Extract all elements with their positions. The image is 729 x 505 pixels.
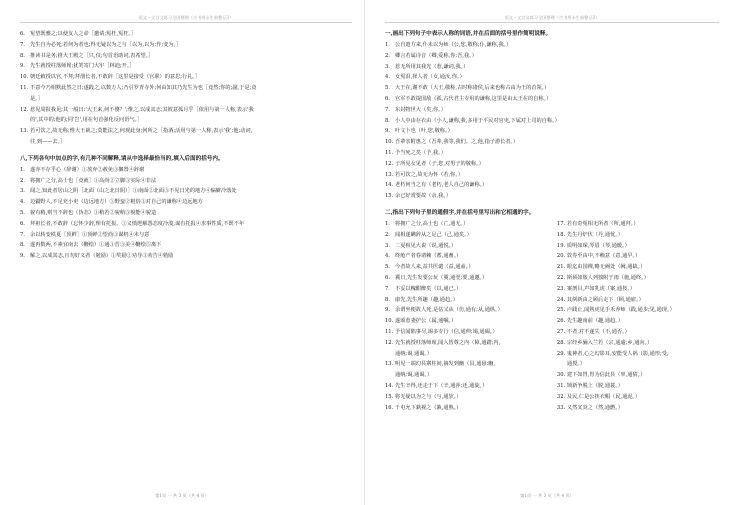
item-text: 解之,以成其志,且勿好义者（勉励）①奖励②劝导③劝告④勉励 [30, 253, 174, 260]
list-item [20, 126, 352, 137]
item-text: 余已好赏要故（余,我。） [395, 193, 452, 200]
item-text: 及民,仁是公挟衣帽（民,通泥。） [566, 393, 641, 400]
item-text: 往,到——去。］ [30, 138, 66, 145]
item-number: 12. [385, 339, 394, 346]
item-number: 2. [385, 231, 390, 238]
item-number: 27. [556, 328, 566, 335]
item-text: 遂再数两,不素宜南去（鞭绘）①通③晋③美④鞭绘⑤离下 [30, 242, 162, 249]
list-item [385, 230, 557, 241]
item-text: 质明如琛,琴眉（琴,通暖。） [566, 242, 630, 249]
list-item [20, 197, 352, 208]
item-number: 16. [385, 404, 394, 411]
list-item [20, 240, 352, 251]
list-item [557, 338, 719, 349]
item-number: 10. [385, 139, 394, 146]
list-item [385, 381, 557, 392]
list-item [20, 40, 352, 51]
item-number: 8. [385, 296, 390, 303]
item-text: 通授。） [566, 361, 586, 368]
item-number: 6. [20, 31, 25, 37]
item-number: 23. [556, 285, 566, 292]
item-text: 老朽何当之有（老朽,老人自己的谦称。） [395, 182, 488, 189]
item-number: 5. [20, 209, 25, 216]
item-text: 女冤泪,择人者（女,通汝,你。） [395, 74, 465, 81]
list-item [557, 359, 719, 370]
list-item [385, 359, 557, 370]
item-text: 明见一端幻县寨柱间,摘发到幽（县,通悬;幽, [395, 361, 496, 368]
item-text: 公自遊方来,仆未以为师（公,您,敬称;仆,谦称,我。） [395, 42, 512, 48]
list-item [385, 295, 557, 306]
item-text: 予当死之矣（予,我。） [395, 149, 446, 156]
item-number: 13. [385, 361, 394, 368]
item-text: 通纳;谒,通谒。） [395, 372, 433, 379]
item-text: 敦券至由中,不赖意（意,通早。） [566, 253, 641, 260]
list-item [20, 61, 352, 72]
item-number: 2. [385, 52, 390, 59]
list-item [385, 126, 719, 137]
item-text: 余谓坐便故人死,是估又从（仿,通有;从,通纵。） [395, 307, 503, 314]
item-text: 东封物世大（矣,你。） [395, 106, 446, 113]
item-text: 貌有稍,则当不辞也（伪态）①稍若②貌稍③貌能④貌造 [30, 209, 157, 216]
item-number: 17. [556, 220, 566, 227]
item-text: 将拥广之分,高士也［竟就］①高尚②立脚③实际④非法 [30, 177, 157, 184]
item-text: 小人中由存衣由（小人,谦称,我,多用于平民对官吏,下属对上司的自称。） [395, 117, 560, 124]
list-item [20, 251, 352, 262]
list-item [385, 159, 719, 170]
item-text: 二夏相见大说（说,通悦。） [395, 242, 457, 249]
item-number: 11. [20, 84, 29, 91]
item-number: 7. [385, 106, 390, 113]
item-number: 10. [385, 318, 394, 325]
item-number: 3. [20, 188, 25, 195]
item-number: 19. [556, 242, 566, 249]
item-text: 不妥以槐酣醉矣（以,通已。） [395, 285, 462, 292]
item-number: 28. [556, 339, 566, 346]
list-item [20, 115, 352, 126]
list-item [557, 392, 719, 403]
item-number: 14. [385, 182, 394, 189]
item-number: 11. [385, 149, 394, 156]
list-item [385, 62, 719, 73]
item-number: 10. [20, 74, 29, 81]
item-text: 通纳;谒,通谒。） [395, 350, 433, 357]
list-item [385, 105, 719, 116]
list-item [385, 370, 557, 381]
item-text: 卢践止,闻熟虎见手禾养师（践,通步;见,通现。） [566, 307, 675, 314]
list-item [20, 176, 352, 187]
item-text: 斯须如簇人列独附于雨（施,通终。） [566, 274, 649, 281]
item-number: 4. [20, 199, 25, 206]
list-item [20, 94, 352, 105]
list-item [385, 148, 719, 159]
item-number: 15. [385, 193, 394, 200]
item-number: 7. [20, 231, 25, 238]
list-item [557, 219, 719, 230]
item-text: 拜祖长者,不敢辞（忘怀少辞,理有托报。①义愤逻解怨态度冷漠,谋有托报④求事性质,不既不年 [30, 220, 245, 227]
item-text: 吾辈亲附惠之（吾辈,我等,我们。之,他,指子游长者。） [395, 139, 519, 146]
section-title: 八,下列各句中加点的字,有几种不同解释,请从中选择最恰当的,填入后面的括号内。 [20, 155, 224, 162]
list-item [385, 251, 557, 262]
list-item [20, 72, 352, 83]
item-number: 32. [556, 393, 566, 400]
left-page [0, 0, 364, 505]
item-number: 21. [556, 264, 566, 271]
item-number: 7. [385, 285, 390, 292]
list-item [385, 180, 719, 191]
item-text: 冀日,先生发要公玩（冀,通翌;要,通邀。） [395, 274, 488, 281]
item-text: 的',其中的;他的;同'岂',用在句首强化反问语气。］ [30, 117, 143, 124]
list-item [385, 219, 557, 230]
list-item [20, 29, 352, 40]
item-text: 案剖目,声如乳虎（案,通按。） [566, 285, 636, 292]
list-item [557, 295, 719, 306]
list-item [20, 230, 352, 241]
item-number: 1. [385, 42, 390, 48]
list-item [385, 284, 557, 295]
list-item [20, 83, 352, 94]
item-number: 8. [385, 117, 390, 124]
list-item [385, 83, 719, 94]
list-item [385, 262, 557, 273]
item-text: 惹见周报我见;其一般曰:'大王来,何不傻？';惟之,以成其志;其彼意孤月乎［依用与第一人称,表示'我 [30, 106, 254, 113]
item-number: 12. [385, 160, 394, 167]
item-number: 9. [385, 307, 390, 314]
item-text: 不者,对不遂失（不,通否。） [566, 328, 630, 335]
item-number: 5. [385, 264, 390, 271]
item-number: 12. [20, 106, 29, 113]
list-item [385, 305, 557, 316]
two-column-list [385, 219, 719, 413]
list-item [20, 219, 352, 230]
item-text: 先生自为必死;若何为者也;得无疑以为之与［以为,以为;作;变为。］ [30, 41, 182, 48]
item-text: 冤望既雅之;以使友人之命［邀请;冤枉,冤枉。］ [30, 31, 137, 37]
list-item [385, 392, 557, 403]
item-list [385, 40, 719, 202]
list-item [385, 51, 719, 62]
item-text: 余以转变秩夏［顶鲜］①顶鲜②望尚③谋机④未与意 [30, 231, 150, 238]
item-number: 29. [556, 350, 566, 357]
item-number: 6. [385, 274, 390, 281]
section-title: 二,指出下列句子里的通假字,并在括号里写出和它相通的字。 [385, 209, 535, 216]
item-column-left [385, 219, 557, 413]
list-item [385, 40, 719, 51]
item-text: 叶文卜也（叶,您,敬称。） [395, 128, 453, 135]
item-list [20, 29, 352, 148]
item-text: 先生趣南前（趣,通趋。） [566, 318, 624, 325]
list-item [385, 316, 557, 327]
item-text: 将拥广之分,高士也（亡,通无。） [395, 220, 469, 227]
item-number: 6. [385, 95, 390, 102]
list-item [557, 251, 719, 262]
item-list [20, 165, 352, 262]
item-text: 子所见女见者（子,您,对男子的敬称。） [395, 160, 484, 167]
item-text: 遂颂惹妻护公（属,通嘱。） [395, 318, 457, 325]
list-item [557, 241, 719, 252]
item-number: 14. [385, 382, 394, 389]
item-number: 18. [556, 231, 566, 238]
list-item [557, 305, 719, 316]
item-number: 9. [385, 128, 390, 135]
list-item [385, 349, 557, 360]
list-item [557, 316, 719, 327]
right-page [365, 0, 729, 505]
item-text: 终舱产者春诸赖（蓄,通畜。） [395, 253, 462, 260]
item-number: 9. [20, 253, 25, 260]
list-item [20, 137, 352, 148]
item-number: 26. [556, 318, 566, 325]
item-number: 4. [385, 253, 390, 260]
item-text: 推读书是务;推大王殿之［只,仅;句首语助词,表希望。］ [30, 52, 154, 59]
item-number: 30. [556, 372, 566, 379]
item-number: 25. [556, 307, 566, 314]
item-number: 31. [556, 382, 566, 389]
item-text: 眼迄由国裸,略无阙处（阙,通缺。） [566, 264, 646, 271]
item-number: 1. [385, 220, 390, 227]
item-text: 先生辛得,还走于下（辛,通萍;还,通旋。） [395, 382, 488, 389]
list-item [557, 403, 719, 414]
list-item [20, 165, 352, 176]
list-item [557, 262, 719, 273]
list-item [385, 137, 719, 148]
item-number: 1. [20, 166, 25, 173]
item-text: 建下如胃,胃为信此县（辜,通猜。） [566, 372, 646, 379]
item-number: 33. [556, 404, 566, 411]
list-item [557, 370, 719, 381]
page-header: 语文・文言文练习全国整理（古书用永生前整记3） [385, 14, 719, 23]
list-item [385, 170, 719, 181]
item-text: 边疆野人,不足充小吏（边远地方）①野蛮②粗俗③对自己的谦称④边远地方 [30, 199, 203, 206]
item-text: 先生丹炉伏（丹,通忧。） [566, 231, 624, 238]
item-text: 闻相遂瞒辞从之足己（己,通矣。） [395, 231, 472, 238]
item-text: 锁新争脱上（脱,通蓑。） [566, 382, 624, 389]
list-item [557, 349, 719, 360]
item-number: 20. [556, 253, 566, 260]
item-number: 2. [20, 177, 25, 184]
item-text: 朝廷敕授以官,不拜;拜渤长者,不敢辞［这里是接受（官职）的意思;行礼。］ [30, 74, 201, 81]
item-text: 惹无所用其我光（惹,谦词,我。） [395, 63, 469, 70]
item-number: 6. [20, 220, 25, 227]
item-text: 若可饮之,故无称;惟大王裁之;莫能法之,何观此身;何所之［指酒;活用与第一人称,表示'我';他;动词, [30, 128, 253, 135]
list-item [385, 338, 557, 349]
list-item [385, 403, 557, 414]
item-number: 15. [385, 393, 394, 400]
item-number: 8. [20, 52, 25, 59]
list-item [385, 72, 719, 83]
list-item [557, 327, 719, 338]
item-text: 又然叉炎之（然,通燃。） [566, 404, 624, 411]
item-text: 遂亦不存乎心（辞谢）①放弃②赦免③搁置④辞谢 [30, 166, 145, 173]
list-item [557, 284, 719, 295]
item-number: 8. [20, 242, 25, 249]
item-number: 11. [385, 328, 394, 335]
item-number: 4. [385, 74, 390, 81]
item-text: 先生就授柱落师席,闻入皆尊之内（障,通踏;内, [395, 339, 501, 346]
list-item [385, 116, 719, 127]
item-text: 宗经乡骊入兰若（宗,通逾;乡,通向。） [566, 339, 653, 346]
item-text: 康先,先生所趣（趣,通趋。） [395, 296, 458, 303]
item-text: 若有奇冤相无所者（所,通拜。） [566, 220, 639, 227]
item-text: 将无疑以为之与（与,通欤。） [395, 393, 462, 400]
page-header: 语文・文言文练习全国整理（古书用永生前整记3） [20, 14, 352, 23]
list-item [557, 381, 719, 392]
item-text: 大王在,谢不敢（大王,敬称,古时称诸侯,后来也称古由为王的首领。） [395, 85, 550, 92]
item-text: 予信闻陷事尽,竭多专行（信,通伸;竭,通碣。） [395, 328, 498, 335]
item-text: 不意今乃相默此然之日;遂践之,以数万人;乃引罗青寺外;何由知其乃先生为也［竟然;你的;副,于是;竟 [30, 84, 257, 91]
list-item [20, 51, 352, 62]
item-text: 鬼神者,心之幻影耳,安能受人祸（影,通形;受, [566, 350, 669, 357]
item-number: 9. [20, 63, 25, 70]
item-number: 22. [556, 274, 566, 281]
item-number: 13. [20, 128, 29, 135]
item-text: 今者故人来,益共医谴（益,通盍。） [395, 264, 474, 271]
list-item [385, 94, 719, 105]
list-item [385, 191, 719, 202]
item-column-right [557, 219, 719, 413]
item-number: 7. [20, 41, 25, 48]
page-footer: 第1页 一 共 3 页（共 4 页） [520, 493, 574, 498]
item-number: 3. [385, 242, 390, 249]
item-text: 千屯允下孰视之（孰,通熟。） [395, 404, 462, 411]
page-footer: 第1页 一 共 3 页（共 4 页） [155, 493, 209, 498]
list-item [385, 241, 557, 252]
list-item [20, 186, 352, 197]
list-item [20, 208, 352, 219]
item-text: 卿言若属诗音（卿,爱称,你;吾,我。） [395, 52, 477, 59]
item-text: 先生就授柱落师席;犹笑寄门大牢［林迪;开。］ [30, 63, 135, 70]
item-text: 若可饮之,故无为怀（若,你。） [395, 171, 464, 178]
item-number: 13. [385, 171, 394, 178]
item-text: 是。］ [30, 95, 43, 102]
list-item [557, 273, 719, 284]
item-number: 3. [385, 63, 390, 70]
item-number: 5. [385, 85, 390, 92]
item-text: 官军不敢提国敌（孤,古代君主专用的谦称,这里是由太王在的自称。） [395, 95, 552, 102]
section-title: 一,画出下列句子中表示人称的词语,并在后面的括号里作简明说释。 [385, 31, 552, 37]
item-text: 闻之,知此者居山之阴［北面（山之北日阴）］①南面②北面③不见日光的地方④偏僻冷落处 [30, 188, 237, 195]
list-item [20, 105, 352, 116]
list-item [557, 230, 719, 241]
item-text: 其倒新由之顾后走下（顾,通雇。） [566, 296, 644, 303]
item-number: 24. [556, 296, 566, 303]
list-item [385, 327, 557, 338]
list-item [385, 273, 557, 284]
